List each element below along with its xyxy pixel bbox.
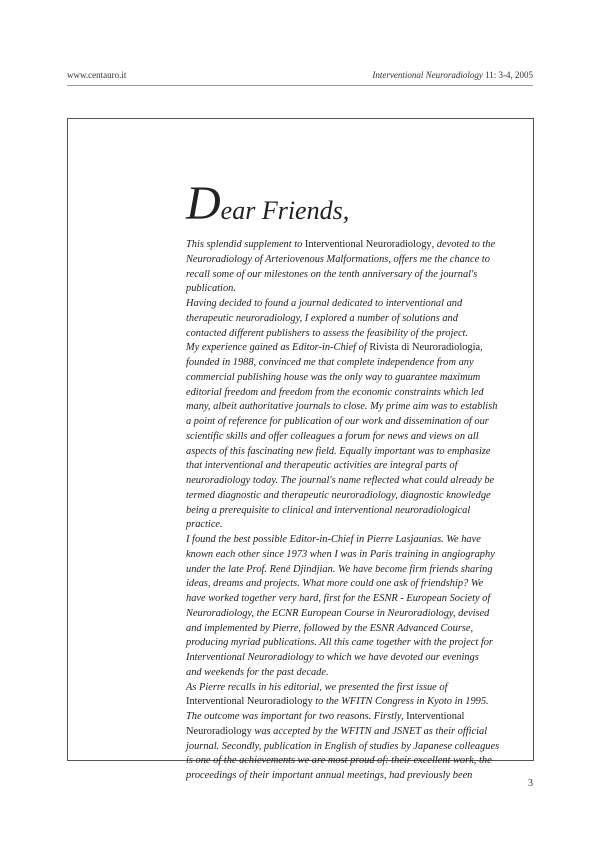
body-line <box>186 474 541 489</box>
body-upright-segment: Neuroradiology <box>186 725 252 737</box>
body-line <box>186 577 541 592</box>
body-segment: The outcome was important for two reasons. Firstly, <box>186 711 407 722</box>
body-segment: journal. Secondly, publication in English of studies by Japanese colleagues <box>186 740 500 752</box>
body-segment: , devoted to the <box>431 239 496 250</box>
body-line <box>186 651 541 666</box>
body-line <box>186 636 541 651</box>
editorial-body <box>186 238 541 784</box>
body-line <box>186 754 541 769</box>
body-upright-segment: Interventional Neuroradiology <box>186 696 313 708</box>
body-line <box>186 459 541 474</box>
body-line <box>186 622 541 637</box>
body-segment: proceedings of their important annual meetings, had previously been <box>186 770 473 781</box>
body-segment: recall some of our milestones on the tenth anniversary of the journal's <box>186 268 478 280</box>
page-number: 3 <box>528 778 533 789</box>
body-segment: publication. <box>186 283 236 295</box>
header-rule <box>67 85 533 86</box>
body-segment: My experience gained as Editor-in-Chief of <box>186 342 370 354</box>
editorial-title <box>186 177 350 230</box>
body-line <box>186 268 541 283</box>
body-line <box>186 415 541 430</box>
body-segment: producing myriad publications. All this came together with the project for <box>186 637 493 649</box>
body-segment: neuroradiology today. The journal's name reflected what could already be <box>186 475 495 486</box>
body-line <box>186 681 541 696</box>
body-segment: and weekends for the past decade. <box>186 666 329 678</box>
body-line <box>186 386 541 401</box>
body-segment: Having decided to found a journal dedicated to interventional and <box>186 298 463 309</box>
body-upright-segment: Interventional Neuroradiology <box>304 239 432 250</box>
body-segment: many, albeit authoritative journals to close. My prime aim was to establish <box>186 401 498 413</box>
body-segment: I found the best possible Editor-in-Chief in Pierre Lasjaunias. We have <box>186 534 481 545</box>
body-line <box>186 356 541 371</box>
journal-citation: 11: 3-4, 2005 <box>485 70 533 80</box>
body-line <box>186 695 541 710</box>
body-segment: Neuroradiology, the ECNR European Course in Neuroradiology, devised <box>186 607 490 619</box>
body-segment: Interventional Neuroradiology to which we have devoted our evenings <box>186 652 479 663</box>
body-line <box>186 371 541 386</box>
body-line <box>186 725 541 740</box>
body-line <box>186 253 541 268</box>
body-segment: founded in 1988, convinced me that complete independence from any <box>186 357 474 368</box>
body-line <box>186 238 541 253</box>
body-segment: to the WFITN Congress in Kyoto in 1995. <box>312 696 489 708</box>
body-line <box>186 533 541 548</box>
body-line <box>186 710 541 725</box>
title-dropcap: D <box>186 177 221 230</box>
body-segment: This splendid supplement to <box>186 239 305 250</box>
body-line <box>186 312 541 327</box>
body-upright-segment: Rivista di Neuroradiologia <box>369 342 481 354</box>
body-segment: contacted different publishers to assess the feasibility of the project. <box>186 327 469 339</box>
body-line <box>186 607 541 622</box>
body-line <box>186 297 541 312</box>
body-segment: scientific skills and offer colleagues a forum for news and views on all <box>186 430 479 442</box>
website-url: www.centauro.it <box>67 70 127 80</box>
body-segment: practice. <box>186 519 223 531</box>
body-line <box>186 563 541 578</box>
body-segment: Neuroradiology of Arteriovenous Malformations, offers me the chance to <box>186 253 490 265</box>
body-segment: As Pierre recalls in his editorial, we presented the first issue of <box>186 681 448 693</box>
body-segment: being a prerequisite to clinical and interventional neuroradiological <box>186 504 471 516</box>
body-segment: under the late Prof. René Djindjian. We have become firm friends sharing <box>186 563 493 575</box>
body-segment: editorial freedom and freedom from the economic constraints which led <box>186 386 484 398</box>
body-line <box>186 518 541 533</box>
body-segment: aspects of this fascinating new field. Equally important was to emphasize <box>186 445 491 457</box>
body-segment: termed diagnostic and therapeutic neuroradiology, diagnostic knowledge <box>186 489 491 501</box>
body-segment: that interventional and therapeutic activities are integral parts of <box>186 460 458 472</box>
body-segment: was accepted by the WFITN and JSNET as their official <box>251 725 488 737</box>
body-segment: is one of the achievements we are most proud of: their excellent work, the <box>186 755 492 767</box>
body-line <box>186 341 541 356</box>
body-line <box>186 548 541 563</box>
journal-name: Interventional Neuroradiology <box>372 70 483 80</box>
body-line <box>186 282 541 297</box>
body-segment: commercial publishing house was the only way to guarantee maximum <box>186 371 481 383</box>
body-segment: known each other since 1973 when I was in Paris training in angiography <box>186 548 495 560</box>
title-text: ear Friends, <box>220 196 350 225</box>
body-line <box>186 666 541 681</box>
body-upright-segment: Interventional <box>406 711 465 722</box>
body-segment: have worked together very hard, first for the ESNR - European Society of <box>186 593 491 604</box>
body-segment: and implemented by Pierre, followed by the ESNR Advanced Course, <box>186 622 474 634</box>
body-line <box>186 769 541 784</box>
body-line <box>186 327 541 342</box>
body-line <box>186 430 541 445</box>
body-segment: , <box>480 342 483 354</box>
body-segment: therapeutic neuroradiology, I explored a number of solutions and <box>186 312 458 324</box>
body-line <box>186 445 541 460</box>
body-segment: a point of reference for publication of our work and dissemination of our <box>186 416 489 427</box>
body-line <box>186 740 541 755</box>
body-line <box>186 489 541 504</box>
body-segment: ideas, dreams and projects. What more could one ask of friendship? We <box>186 578 484 590</box>
body-line <box>186 504 541 519</box>
body-line <box>186 592 541 607</box>
body-line <box>186 400 541 415</box>
running-header <box>372 70 533 80</box>
